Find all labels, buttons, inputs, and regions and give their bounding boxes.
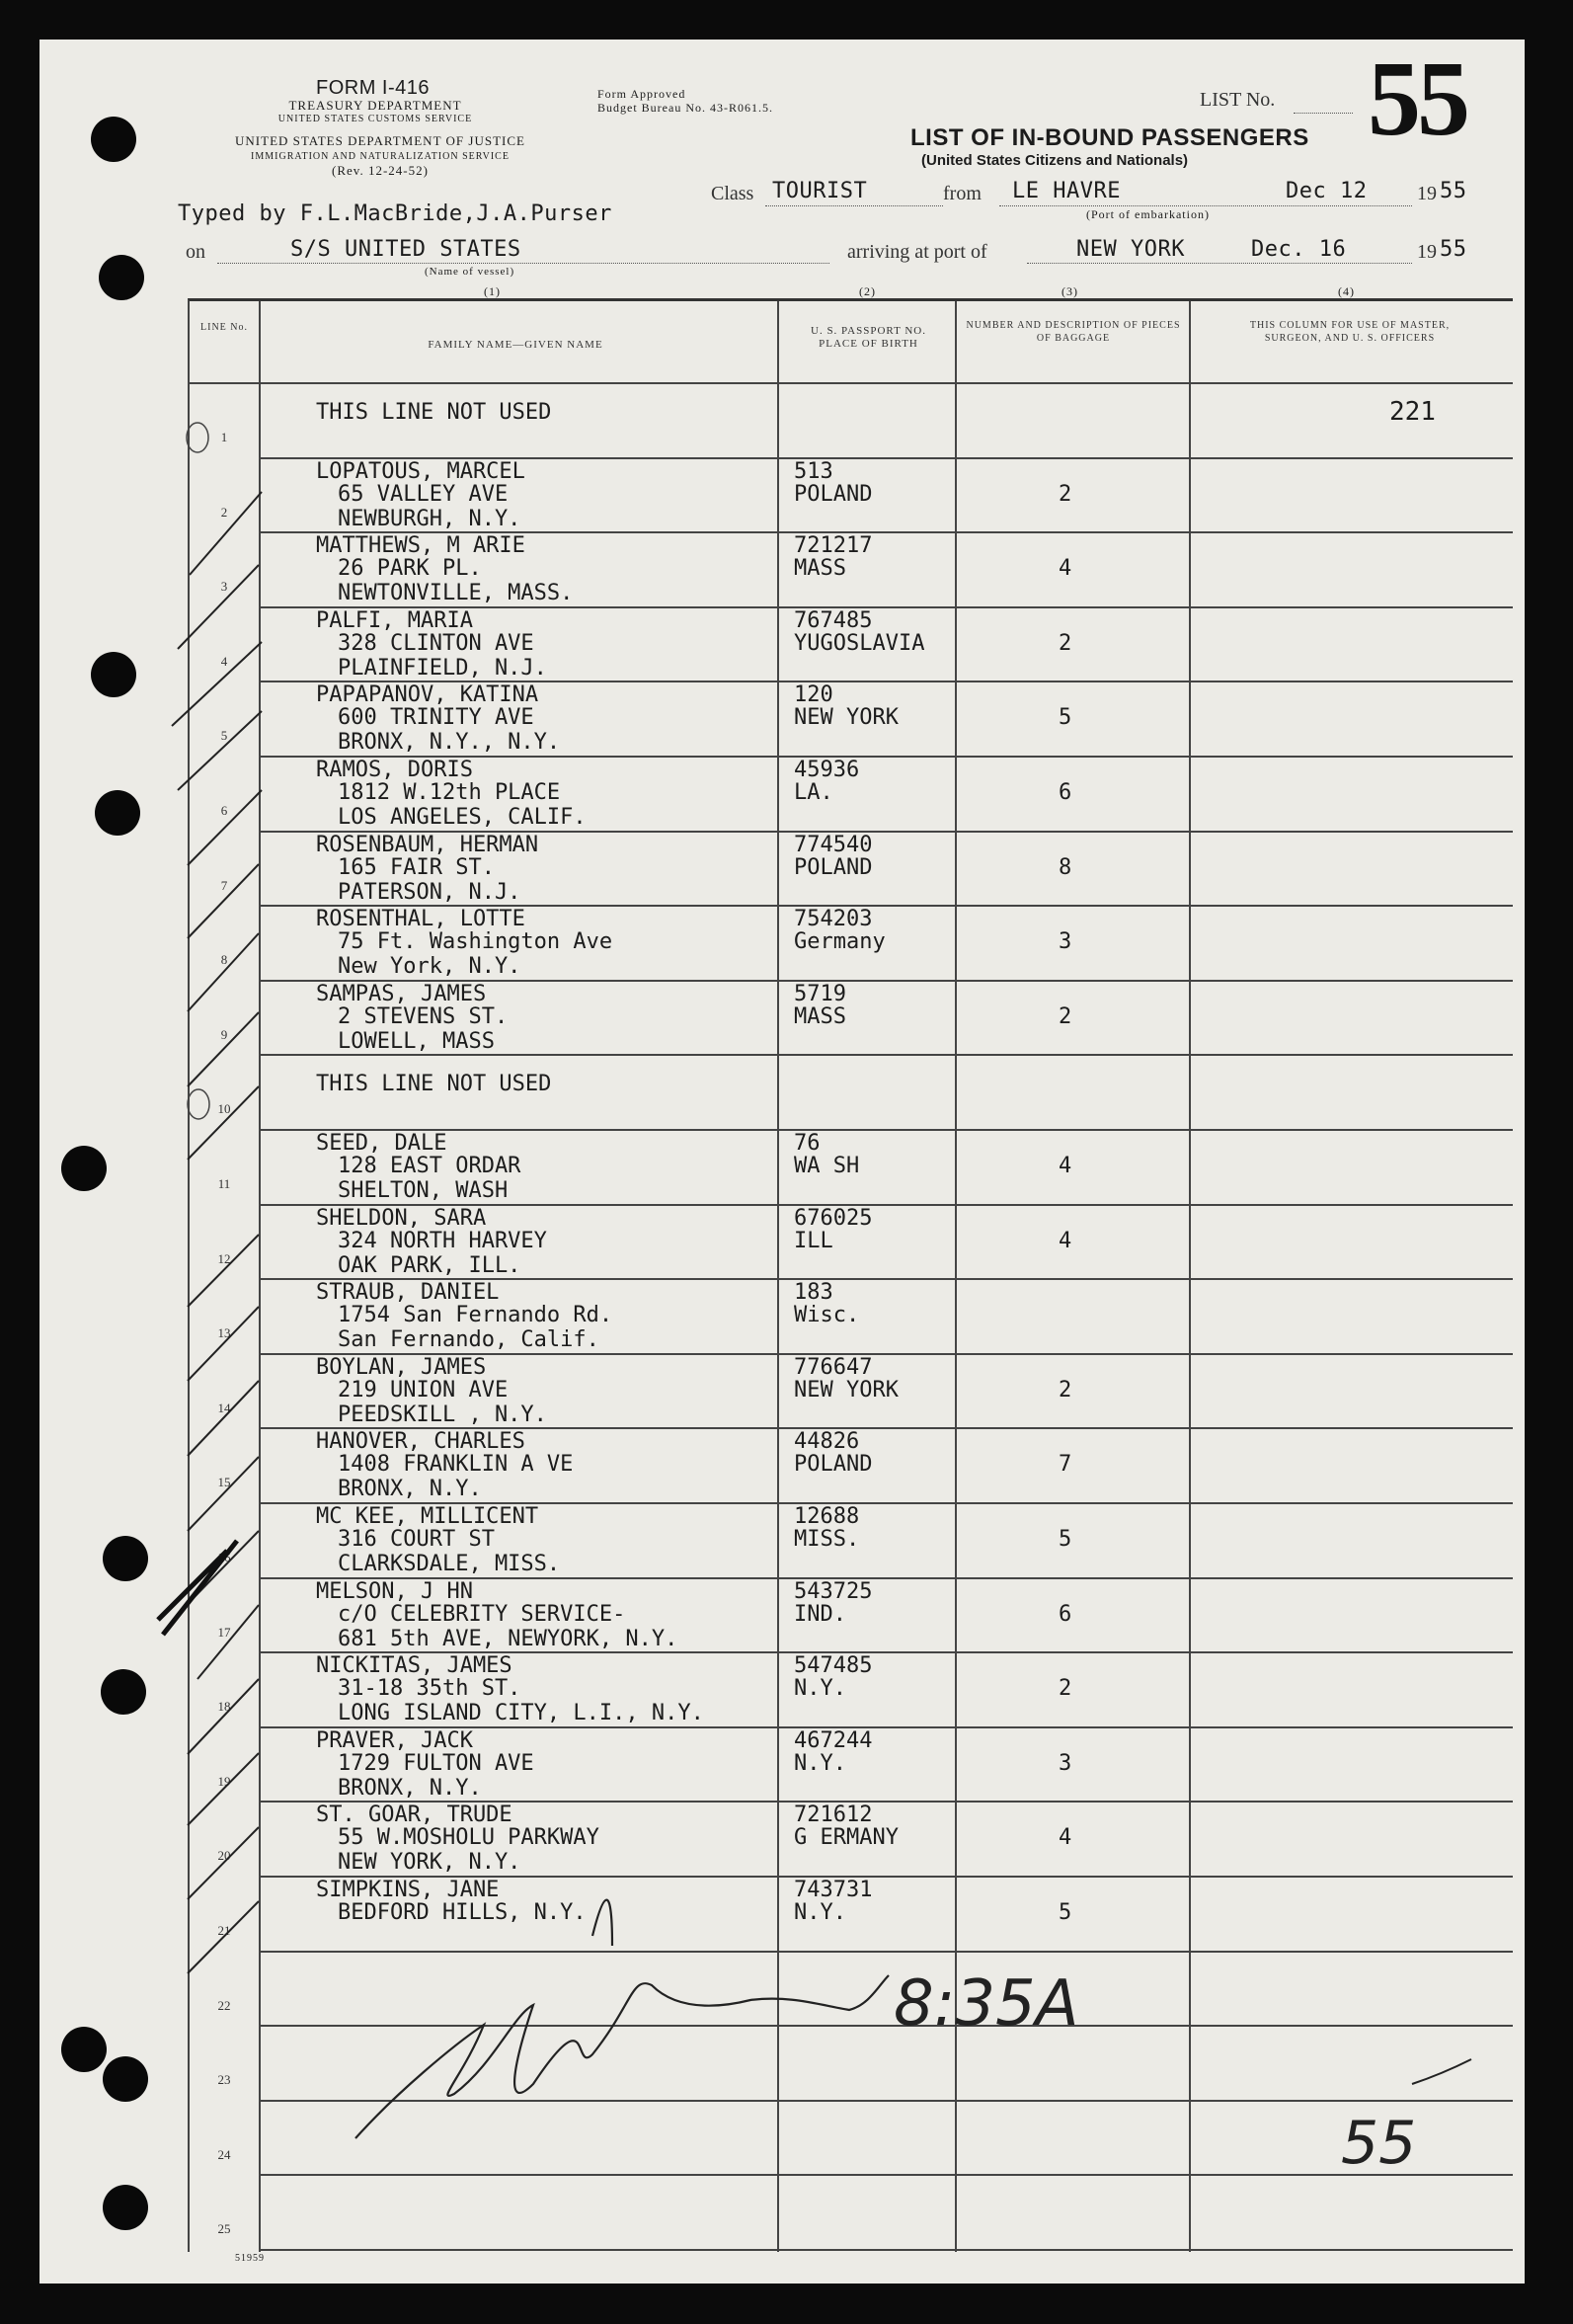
line-number: 2 (220, 504, 228, 520)
from-label: from (943, 183, 982, 204)
document-title: LIST OF IN-BOUND PASSENGERS (910, 124, 1309, 151)
passenger-city: SHELTON, WASH (338, 1178, 509, 1203)
line-number: 8 (220, 952, 228, 968)
line-number: 3 (220, 579, 228, 595)
passenger-address: 219 UNION AVE (338, 1377, 509, 1402)
binder-hole (61, 2027, 107, 2072)
baggage-count: 5 (1059, 1900, 1072, 1925)
passenger-name: SEED, DALE (316, 1131, 447, 1156)
line-number: 15 (217, 1475, 231, 1490)
passport-number: 76 (794, 1131, 821, 1156)
header-name: FAMILY NAME—GIVEN NAME (428, 339, 603, 351)
on-label: on (186, 241, 205, 263)
passenger-address: 600 TRINITY AVE (338, 705, 534, 731)
binder-hole (103, 2056, 148, 2102)
passenger-address: 328 CLINTON AVE (338, 630, 534, 656)
passport-number: 120 (794, 682, 833, 708)
line-number: 12 (217, 1250, 231, 1266)
passport-number: 721612 (794, 1803, 873, 1828)
line-number: 10 (217, 1101, 231, 1117)
place-of-birth: POLAND (794, 1452, 873, 1478)
passenger-city: LOWELL, MASS (338, 1028, 495, 1054)
passport-number: 513 (794, 458, 833, 484)
binder-hole (91, 117, 136, 162)
line-number: 20 (217, 1848, 231, 1864)
passenger-name: PRAVER, JACK (316, 1727, 473, 1753)
passenger-address: BEDFORD HILLS, N.Y. (338, 1900, 587, 1925)
col-num-2: (2) (859, 284, 876, 298)
bottom-handwritten-number: 55 (1341, 2109, 1417, 2178)
passport-number: 44826 (794, 1429, 860, 1455)
form-number: FORM I-416 (316, 77, 431, 99)
passport-number: 183 (794, 1280, 833, 1306)
binder-hole (95, 790, 140, 836)
passenger-name: NICKITAS, JAMES (316, 1653, 512, 1679)
officer-note: 221 (1389, 397, 1436, 427)
baggage-count: 8 (1059, 854, 1072, 880)
passport-number: 767485 (794, 607, 873, 633)
list-no-label: LIST No. (1200, 89, 1276, 111)
baggage-count: 4 (1059, 1154, 1072, 1178)
col-num-1: (1) (484, 284, 501, 298)
passenger-name: MELSON, J HN (316, 1578, 473, 1604)
line-number: 4 (220, 653, 228, 669)
arriving-label: arriving at port of (847, 241, 987, 263)
department-treasury: TREASURY DEPARTMENT (288, 98, 462, 113)
baggage-count: 6 (1059, 780, 1072, 805)
baggage-count: 2 (1059, 1003, 1072, 1029)
passenger-city: San Fernando, Calif. (338, 1327, 599, 1353)
passport-number: 547485 (794, 1653, 873, 1679)
place-of-birth: MASS (794, 556, 846, 582)
form-approval-1: Form Approved (597, 87, 686, 101)
header-passport: U. S. PASSPORT NO. PLACE OF BIRTH (811, 325, 926, 350)
passenger-city: BRONX, N.Y. (338, 1775, 482, 1801)
place-of-birth: N.Y. (794, 1676, 846, 1702)
place-of-birth: YUGOSLAVIA (794, 630, 925, 656)
baggage-count: 4 (1059, 1228, 1072, 1253)
passenger-address: 55 W.MOSHOLU PARKWAY (338, 1825, 599, 1851)
passport-number: 774540 (794, 832, 873, 857)
col-num-3: (3) (1062, 284, 1078, 298)
baggage-count: 7 (1059, 1452, 1072, 1478)
place-of-birth: WA SH (794, 1154, 860, 1178)
passenger-name: ROSENTHAL, LOTTE (316, 907, 525, 932)
vessel-name: S/S UNITED STATES (290, 237, 521, 262)
passenger-city: PEEDSKILL , N.Y. (338, 1402, 547, 1427)
line-number: 11 (217, 1176, 231, 1191)
place-of-birth: MISS. (794, 1527, 860, 1552)
place-of-birth: LA. (794, 780, 833, 805)
place-of-birth: POLAND (794, 481, 873, 507)
passenger-address: 1729 FULTON AVE (338, 1750, 534, 1776)
circle-line-10 (188, 1089, 209, 1119)
passenger-city: NEWTONVILLE, MASS. (338, 581, 574, 606)
baggage-count: 6 (1059, 1601, 1072, 1627)
binder-hole (99, 255, 144, 300)
place-of-birth: N.Y. (794, 1750, 846, 1776)
passport-number: 676025 (794, 1205, 873, 1231)
passenger-name: PAPAPANOV, KATINA (316, 682, 539, 708)
passenger-city: PLAINFIELD, N.J. (338, 655, 547, 681)
place-of-birth: Wisc. (794, 1303, 860, 1328)
baggage-count: 2 (1059, 1676, 1072, 1702)
document-subtitle: (United States Citizens and Nationals) (921, 152, 1189, 169)
embarkation-date: Dec 12 (1286, 179, 1368, 203)
passenger-city: OAK PARK, ILL. (338, 1252, 521, 1278)
passenger-address: 75 Ft. Washington Ave (338, 929, 613, 955)
binder-hole (61, 1146, 107, 1191)
baggage-count: 4 (1059, 556, 1072, 582)
baggage-count: 5 (1059, 705, 1072, 731)
ins-service: IMMIGRATION AND NATURALIZATION SERVICE (251, 151, 510, 162)
line-number: 24 (217, 2146, 231, 2162)
list-number-stamp: 55 (1368, 40, 1466, 158)
form-revision: (Rev. 12-24-52) (332, 163, 429, 178)
place-of-birth: ILL (794, 1228, 833, 1253)
line-number: 13 (217, 1325, 231, 1341)
line-number: 16 (217, 1550, 231, 1564)
passenger-city: LOS ANGELES, CALIF. (338, 805, 587, 830)
passenger-address: 1812 W.12th PLACE (338, 780, 561, 805)
class-label: Class (711, 183, 754, 204)
baggage-count: 2 (1059, 630, 1072, 656)
arrival-port: NEW YORK (1076, 237, 1185, 262)
passenger-city: CLARKSDALE, MISS. (338, 1552, 561, 1576)
customs-service: UNITED STATES CUSTOMS SERVICE (277, 114, 473, 124)
passport-number: 776647 (794, 1354, 873, 1380)
binder-hole (101, 1669, 146, 1715)
passenger-address: 26 PARK PL. (338, 556, 482, 582)
place-of-birth: NEW YORK (794, 1377, 899, 1402)
passenger-name: MATTHEWS, M ARIE (316, 533, 525, 559)
passenger-name: MC KEE, MILLICENT (316, 1504, 539, 1529)
passenger-address: 165 FAIR ST. (338, 854, 495, 880)
passenger-name: THIS LINE NOT USED (316, 1072, 552, 1097)
passenger-address: 65 VALLEY AVE (338, 481, 509, 507)
passenger-address: 128 EAST ORDAR (338, 1154, 521, 1178)
line-number: 14 (217, 1400, 231, 1415)
typed-by: Typed by F.L.MacBride,J.A.Purser (178, 201, 612, 226)
circle-line-1 (187, 423, 208, 452)
place-of-birth: MASS (794, 1003, 846, 1029)
passenger-name: LOPATOUS, MARCEL (316, 458, 525, 484)
passenger-city: BRONX, N.Y. (338, 1477, 482, 1502)
passenger-address: 324 NORTH HARVEY (338, 1228, 547, 1253)
place-of-birth: POLAND (794, 854, 873, 880)
baggage-count: 3 (1059, 929, 1072, 955)
line-number: 25 (217, 2221, 231, 2237)
passenger-name: BOYLAN, JAMES (316, 1354, 487, 1380)
manifest-page (39, 40, 1525, 2284)
passenger-name: RAMOS, DORIS (316, 758, 473, 782)
passenger-name: SIMPKINS, JANE (316, 1878, 500, 1902)
handwriting-overlay (39, 40, 1525, 2284)
passenger-city: NEW YORK, N.Y. (338, 1850, 521, 1876)
line-number: 17 (217, 1624, 231, 1640)
passenger-city: PATERSON, N.J. (338, 879, 521, 905)
place-of-birth: G ERMANY (794, 1825, 899, 1851)
passenger-address: c/O CELEBRITY SERVICE- (338, 1601, 626, 1627)
pen-stroke (1412, 2059, 1471, 2084)
line-number: 22 (217, 1997, 231, 2013)
header-line-no: LINE No. (200, 322, 248, 333)
passenger-city: BRONX, N.Y., N.Y. (338, 730, 561, 756)
binder-hole (91, 652, 136, 697)
passenger-address: 31-18 35th ST. (338, 1676, 521, 1702)
place-of-birth: NEW YORK (794, 705, 899, 731)
place-of-birth: Germany (794, 929, 886, 955)
line-number: 7 (220, 877, 228, 893)
col-num-4: (4) (1338, 284, 1355, 298)
baggage-count: 2 (1059, 1377, 1072, 1402)
header-officers: THIS COLUMN FOR USE OF MASTER, SURGEON, AND U. S. OFFICERS (1249, 320, 1451, 344)
embark-year: 55 (1440, 179, 1467, 203)
line-number: 5 (220, 728, 228, 744)
passenger-city: New York, N.Y. (338, 954, 521, 980)
passport-number: 754203 (794, 907, 873, 932)
passport-number: 45936 (794, 758, 860, 782)
line-number: 18 (217, 1699, 231, 1715)
passport-number: 5719 (794, 981, 846, 1006)
passenger-name: PALFI, MARIA (316, 607, 473, 633)
passenger-name: ST. GOAR, TRUDE (316, 1803, 512, 1828)
passenger-name: ROSENBAUM, HERMAN (316, 832, 539, 857)
passport-number: 743731 (794, 1878, 873, 1902)
port-embarkation-caption: (Port of embarkation) (1086, 207, 1210, 221)
place-of-birth: IND. (794, 1601, 846, 1627)
baggage-count: 3 (1059, 1750, 1072, 1776)
officer-signature (355, 1900, 889, 2138)
passenger-name: SHELDON, SARA (316, 1205, 487, 1231)
baggage-count: 5 (1059, 1527, 1072, 1552)
arrival-date: Dec. 16 (1251, 237, 1347, 262)
line-number: 21 (217, 1923, 231, 1938)
line-number: 9 (220, 1026, 228, 1042)
form-approval-2: Budget Bureau No. 43-R061.5. (597, 101, 773, 115)
row-check-marks (172, 492, 262, 1973)
signature-time: 8:35A (894, 1967, 1079, 2041)
passenger-address: 1408 FRANKLIN A VE (338, 1452, 574, 1478)
baggage-count: 4 (1059, 1825, 1072, 1851)
passenger-address: 2 STEVENS ST. (338, 1003, 509, 1029)
vessel-caption: (Name of vessel) (425, 266, 515, 278)
line-number: 1 (220, 430, 228, 444)
passport-number: 721217 (794, 533, 873, 559)
passenger-city: 681 5th AVE, NEWYORK, N.Y. (338, 1626, 678, 1651)
embark-year-prefix: 19 (1417, 183, 1437, 204)
department-justice: UNITED STATES DEPARTMENT OF JUSTICE (235, 133, 525, 148)
binder-hole (103, 1536, 148, 1581)
place-of-birth: N.Y. (794, 1900, 846, 1925)
line-number: 19 (217, 1773, 231, 1789)
heavy-check-mark (158, 1541, 237, 1635)
passenger-address: 1754 San Fernando Rd. (338, 1303, 613, 1328)
embarkation-port: LE HAVRE (1012, 179, 1121, 203)
passport-number: 467244 (794, 1727, 873, 1753)
passenger-city: LONG ISLAND CITY, L.I., N.Y. (338, 1701, 704, 1726)
class-value: TOURIST (772, 179, 868, 203)
passenger-name: THIS LINE NOT USED (316, 400, 552, 425)
passenger-name: STRAUB, DANIEL (316, 1280, 500, 1306)
arrival-year: 55 (1440, 237, 1467, 262)
passport-number: 12688 (794, 1504, 860, 1529)
footer-code: 51959 (235, 2253, 265, 2264)
baggage-count: 2 (1059, 481, 1072, 507)
line-number: 6 (220, 803, 228, 818)
passport-number: 543725 (794, 1578, 873, 1604)
passenger-name: SAMPAS, JAMES (316, 981, 487, 1006)
header-baggage: NUMBER AND DESCRIPTION OF PIECES OF BAGGAGE (966, 320, 1181, 344)
passenger-address: 316 COURT ST (338, 1527, 495, 1552)
arrival-year-prefix: 19 (1417, 241, 1437, 263)
line-number: 23 (217, 2072, 231, 2088)
binder-hole (103, 2185, 148, 2230)
passenger-city: NEWBURGH, N.Y. (338, 506, 521, 531)
passenger-name: HANOVER, CHARLES (316, 1429, 525, 1455)
